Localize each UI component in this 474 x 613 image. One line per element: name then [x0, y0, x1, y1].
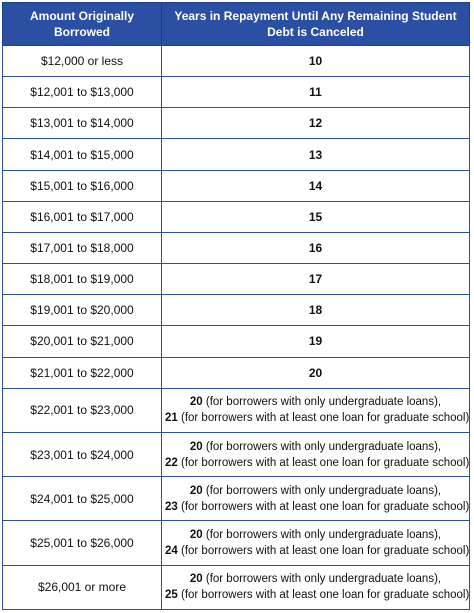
graduate-line: [165, 587, 470, 603]
years-cell: 15: [162, 201, 470, 232]
graduate-years: 23: [165, 500, 178, 513]
table-row: [3, 264, 470, 295]
graduate-line: [165, 410, 470, 426]
years-cell: 14: [162, 170, 470, 201]
undergraduate-note: (for borrowers with only undergraduate loans),: [202, 396, 442, 409]
table-row: [3, 295, 470, 326]
amount-cell: $18,001 to $19,000: [3, 264, 162, 295]
undergraduate-line: [165, 394, 466, 410]
amount-cell: $19,001 to $20,000: [3, 295, 162, 326]
table-row: [3, 232, 470, 263]
years-cell: [162, 432, 470, 476]
graduate-note: (for borrowers with at least one loan for graduate school): [177, 412, 470, 425]
years-cell: 11: [162, 77, 470, 108]
amount-cell: $21,001 to $22,000: [3, 357, 162, 388]
graduate-line: [165, 499, 470, 515]
years-cell: 10: [162, 46, 470, 77]
amount-cell: $16,001 to $17,000: [3, 201, 162, 232]
graduate-note: (for borrowers with at least one loan for graduate school): [177, 456, 470, 469]
amount-cell: $20,001 to $21,000: [3, 326, 162, 357]
amount-cell: $26,001 or more: [3, 565, 162, 609]
undergraduate-years: 20: [189, 484, 203, 497]
amount-cell: $24,001 to $25,000: [3, 477, 162, 521]
years-cell: [162, 477, 470, 521]
graduate-note: (for borrowers with at least one loan for graduate school): [177, 589, 470, 602]
table-row: [3, 357, 470, 388]
amount-cell: $25,001 to $26,000: [3, 521, 162, 565]
undergraduate-line: [165, 571, 466, 587]
undergraduate-years: 20: [189, 440, 203, 453]
graduate-years: 25: [165, 589, 178, 602]
years-cell: [162, 388, 470, 432]
years-cell: 19: [162, 326, 470, 357]
undergraduate-note: (for borrowers with only undergraduate loans),: [202, 440, 442, 453]
years-cell: 18: [162, 295, 470, 326]
table-row: [3, 477, 470, 521]
amount-cell: $12,000 or less: [3, 46, 162, 77]
table-row: [3, 108, 470, 139]
graduate-note: (for borrowers with at least one loan for graduate school): [177, 545, 470, 558]
years-cell: 13: [162, 139, 470, 170]
undergraduate-note: (for borrowers with only undergraduate loans),: [202, 529, 442, 542]
amount-cell: $15,001 to $16,000: [3, 170, 162, 201]
table-row: [3, 521, 470, 565]
table-row: [3, 170, 470, 201]
undergraduate-line: [165, 483, 466, 499]
graduate-line: [165, 543, 470, 559]
years-cell: 20: [162, 357, 470, 388]
graduate-line: [165, 455, 470, 471]
header-row: [3, 3, 470, 46]
years-column-header: Years in Repayment Until Any Remaining Student Debt is Canceled: [162, 3, 470, 46]
undergraduate-years: 20: [189, 396, 203, 409]
years-cell: 12: [162, 108, 470, 139]
table-row: [3, 77, 470, 108]
years-cell: [162, 521, 470, 565]
years-cell: [162, 565, 470, 609]
amount-cell: $17,001 to $18,000: [3, 232, 162, 263]
undergraduate-note: (for borrowers with only undergraduate loans),: [202, 573, 442, 586]
graduate-years: 24: [165, 545, 178, 558]
amount-cell: $23,001 to $24,000: [3, 432, 162, 476]
table-row: [3, 201, 470, 232]
table-row: [3, 388, 470, 432]
years-cell: 16: [162, 232, 470, 263]
amount-column-header: Amount Originally Borrowed: [3, 3, 162, 46]
amount-cell: $12,001 to $13,000: [3, 77, 162, 108]
undergraduate-line: [165, 527, 466, 543]
undergraduate-years: 20: [189, 573, 203, 586]
table-row: [3, 565, 470, 609]
repayment-table: [2, 2, 470, 610]
graduate-years: 22: [165, 456, 178, 469]
amount-cell: $22,001 to $23,000: [3, 388, 162, 432]
undergraduate-line: [165, 439, 466, 455]
table-row: [3, 46, 470, 77]
years-cell: 17: [162, 264, 470, 295]
graduate-note: (for borrowers with at least one loan for graduate school): [177, 500, 470, 513]
undergraduate-note: (for borrowers with only undergraduate loans),: [202, 484, 442, 497]
amount-cell: $14,001 to $15,000: [3, 139, 162, 170]
undergraduate-years: 20: [189, 529, 203, 542]
table-row: [3, 326, 470, 357]
amount-cell: $13,001 to $14,000: [3, 108, 162, 139]
graduate-years: 21: [165, 412, 178, 425]
table-row: [3, 139, 470, 170]
table-row: [3, 432, 470, 476]
